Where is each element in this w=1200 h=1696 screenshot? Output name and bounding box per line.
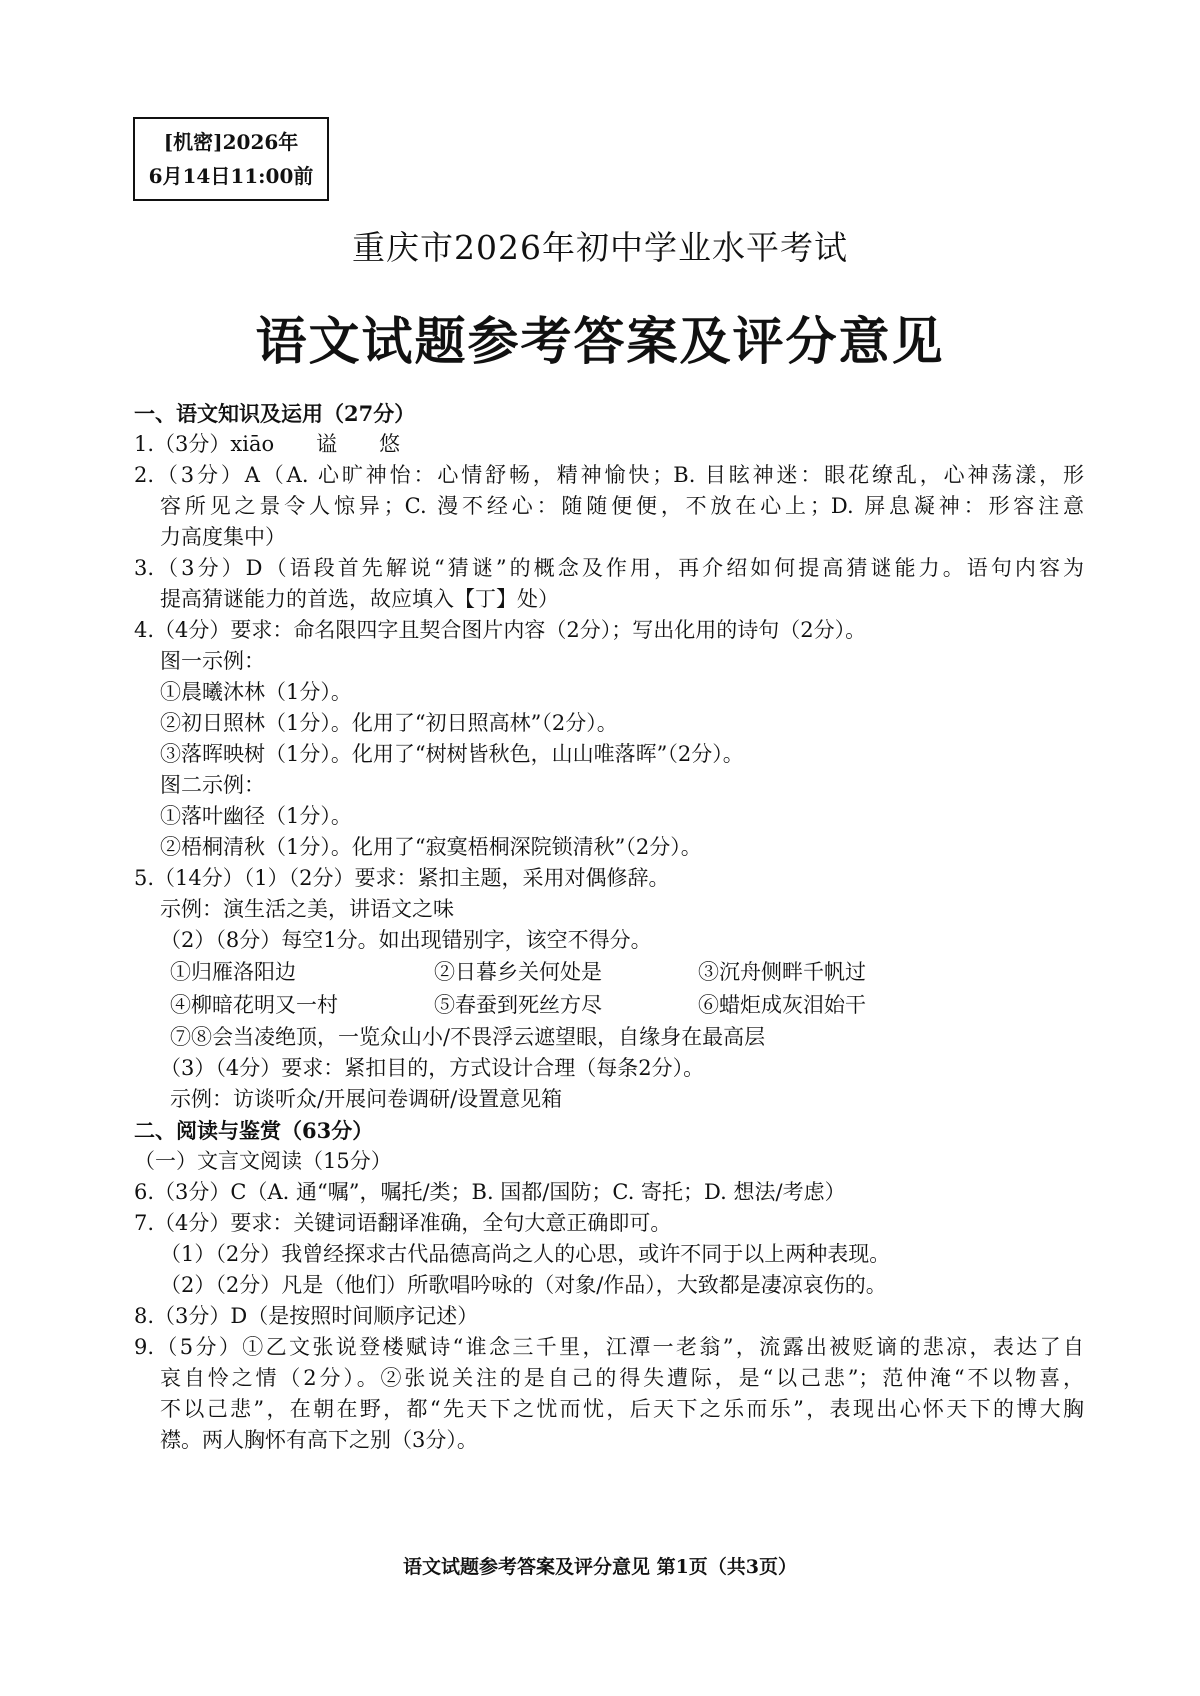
answer-q5-blank-1: ①归雁洛阳边 <box>170 960 296 984</box>
answer-q5-3-example: 示例：访谈听众/开展问卷调研/设置意见箱 <box>170 1087 563 1111</box>
document-title: 语文试题参考答案及评分意见 <box>255 312 945 372</box>
answer-q5-blank-7-8: ⑦⑧会当凌绝顶，一览众山小/不畏浮云遮望眼，自缘身在最高层 <box>170 1025 766 1049</box>
answer-q4-picture1-example2: ②初日照林（1分）。化用了“初日照高林”（2分）。 <box>160 711 618 735</box>
answer-q4-picture2-example2: ②梧桐清秋（1分）。化用了“寂寞梧桐深院锁清秋”（2分）。 <box>160 835 702 859</box>
answer-q6: 6.（3分）C（A. 通“嘱”，嘱托/类；B. 国都/国防；C. 寄托；D. 想法/考虑） <box>134 1180 846 1204</box>
answer-content <box>134 398 1084 1456</box>
answer-q7-1: （1）（2分）我曾经探求古代品德高尚之人的心思，或许不同于以上两种表现。 <box>160 1242 891 1266</box>
section-1-heading: 一、语文知识及运用（27分） <box>134 401 416 426</box>
answer-q9-line3: 不以己悲”，在朝在野，都“先天下之忧而忧，后天下之乐而乐”，表现出心怀天下的博大胸 <box>160 1397 1084 1421</box>
answer-q5-blank-4: ④柳暗花明又一村 <box>170 993 338 1017</box>
answer-q2-line1: 2.（3分）A（A. 心旷神怡：心情舒畅，精神愉快；B. 目眩神迷：眼花缭乱，心神荡漾，形 <box>134 463 1084 487</box>
answer-q5-1-example: 示例：演生活之美，讲语文之味 <box>160 897 454 921</box>
answer-q8: 8.（3分）D（是按照时间顺序记述） <box>134 1304 479 1328</box>
answer-q5-blank-3: ③沉舟侧畔千帆过 <box>698 960 866 984</box>
answer-q5-blank-5: ⑤春蚕到死丝方尽 <box>434 993 602 1017</box>
page-footer: 语文试题参考答案及评分意见 第1页（共3页） <box>402 1556 798 1578</box>
answer-q4-picture2-example1: ①落叶幽径（1分）。 <box>160 804 352 828</box>
answer-q9-line2: 哀自怜之情（2分）。②张说关注的是自己的得失遭际，是“以己悲”；范仲淹“不以物喜， <box>160 1366 1084 1390</box>
answer-q4: 4.（4分）要求：命名限四字且契合图片内容（2分）；写出化用的诗句（2分）。 <box>134 618 867 642</box>
answer-q2-line3: 力高度集中） <box>160 525 286 549</box>
answer-q9-line1: 9.（5分）①乙文张说登楼赋诗“谁念三千里，江潭一老翁”，流露出被贬谪的悲凉，表达了自 <box>134 1335 1084 1359</box>
confidential-stamp-box <box>133 117 329 201</box>
section-2-1-heading: （一）文言文阅读（15分） <box>134 1149 392 1173</box>
answer-q5-blank-6: ⑥蜡炬成灰泪始干 <box>698 993 866 1017</box>
answer-q7-2: （2）（2分）凡是（他们）所歌唱吟咏的（对象/作品），大致都是凄凉哀伤的。 <box>160 1273 887 1297</box>
confidential-line-1: [机密]2026年 <box>163 130 299 154</box>
section-2-heading: 二、阅读与鉴赏（63分） <box>134 1118 374 1143</box>
answer-q3-line2: 提高猜谜能力的首选，故应填入【丁】处） <box>160 587 559 611</box>
answer-q2-line2: 容所见之景令人惊异；C. 漫不经心：随随便便，不放在心上；D. 屏息凝神：形容注意 <box>160 494 1084 518</box>
exam-subtitle: 重庆市2026年初中学业水平考试 <box>352 228 848 267</box>
answer-q5-2: （2）（8分）每空1分。如出现错别字，该空不得分。 <box>160 928 652 952</box>
answer-q5-row-1 <box>134 956 1084 989</box>
answer-q1: 1.（3分）xiāo 谥 悠 <box>134 432 401 456</box>
answer-q4-picture2-heading: 图二示例： <box>160 773 265 797</box>
answer-q5-3: （3）（4分）要求：紧扣目的，方式设计合理（每条2分）。 <box>160 1056 705 1080</box>
answer-q7: 7.（4分）要求：关键词语翻译准确，全句大意正确即可。 <box>134 1211 672 1235</box>
answer-q5-blank-2: ②日暮乡关何处是 <box>434 960 602 984</box>
answer-q4-picture1-example3: ③落晖映树（1分）。化用了“树树皆秋色，山山唯落晖”（2分）。 <box>160 742 744 766</box>
answer-q3-line1: 3.（3分）D（语段首先解说“猜谜”的概念及作用，再介绍如何提高猜谜能力。语句内容为 <box>134 556 1084 580</box>
answer-q9-line4: 襟。两人胸怀有高下之别（3分）。 <box>160 1428 478 1452</box>
answer-q4-picture1-example1: ①晨曦沐林（1分）。 <box>160 680 352 704</box>
confidential-line-2: 6月14日11:00前 <box>148 164 314 188</box>
answer-q5-row-2 <box>134 989 1084 1022</box>
answer-q4-picture1-heading: 图一示例： <box>160 649 265 673</box>
answer-q5: 5.（14分）（1）（2分）要求：紧扣主题，采用对偶修辞。 <box>134 866 670 890</box>
